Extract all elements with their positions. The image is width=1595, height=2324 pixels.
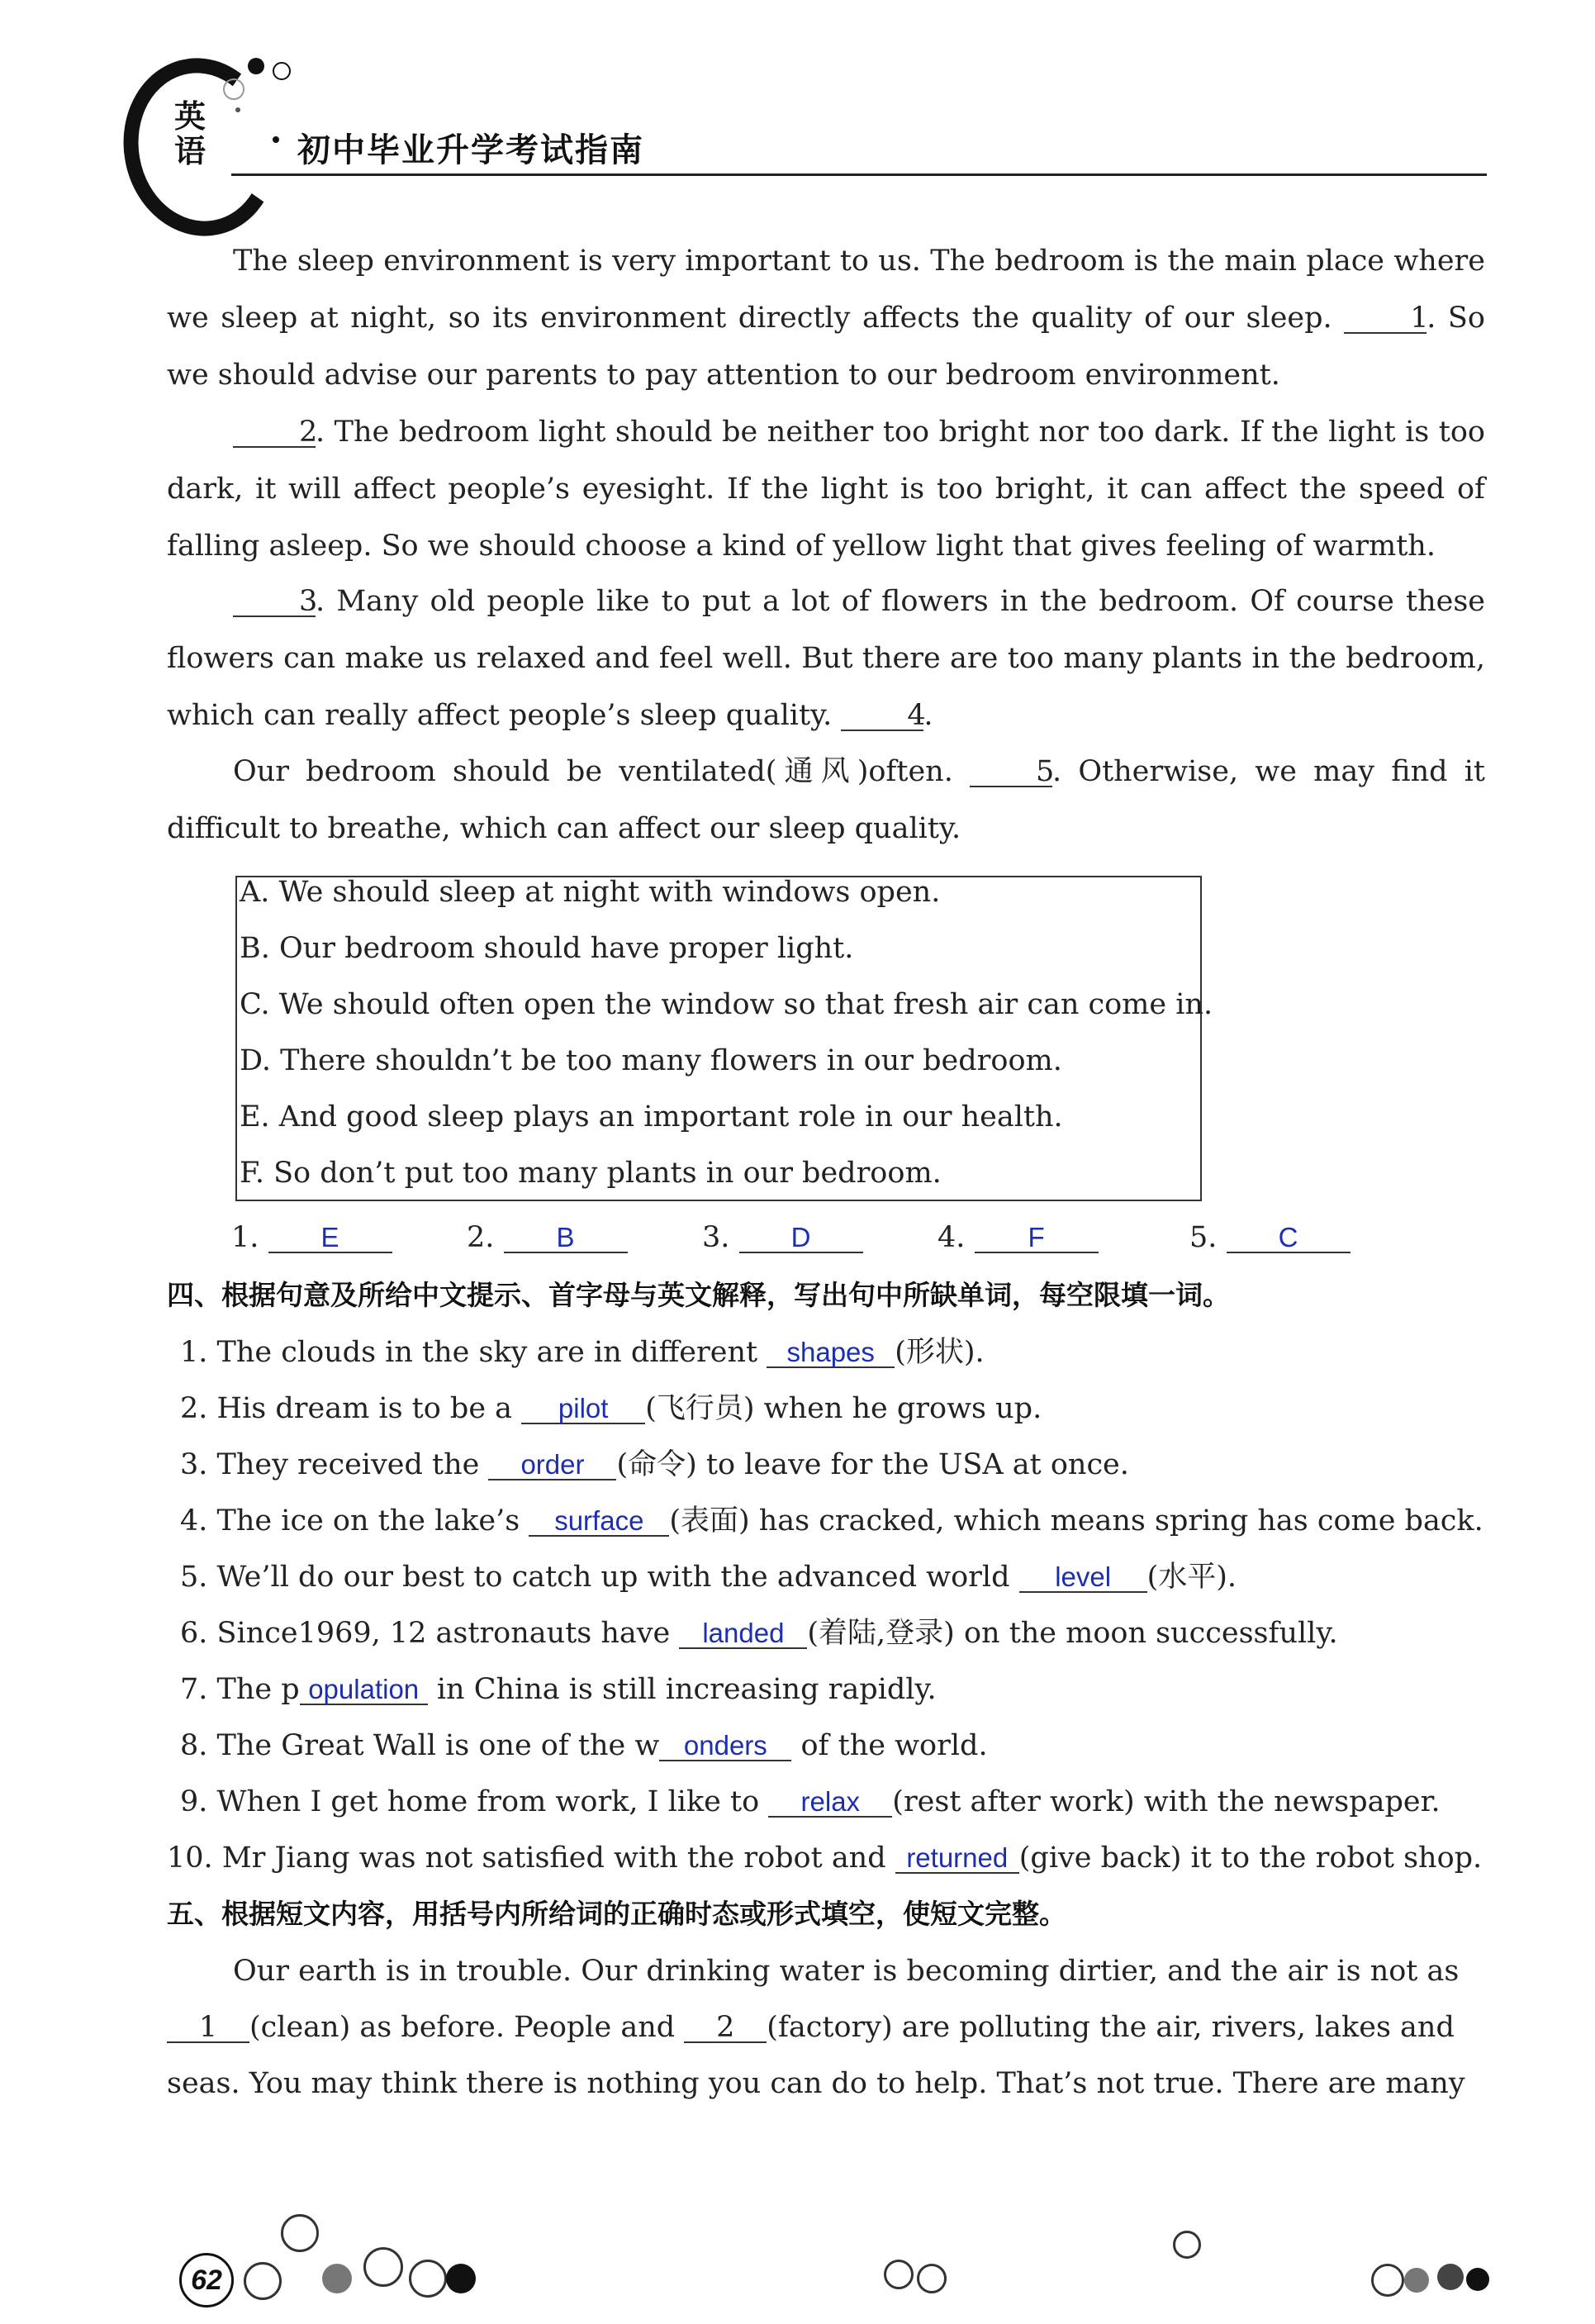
answer-value: surface xyxy=(529,1507,669,1537)
blank-1: 1 xyxy=(167,2013,249,2043)
passage-paragraph-1: The sleep environment is very important to us. The bedroom is the main place where we sleep at night, so its environment directly affects the quality of our sleep. 1. So we should advise our parents to pay attention to our bedroom environment. xyxy=(167,245,1485,392)
bubble-decoration xyxy=(1173,2231,1201,2259)
question-item: 9. When I get home from work, I like to relax (rest after work) with the newspaper. xyxy=(180,1785,1441,1818)
answer-item: 4. F xyxy=(938,1221,1099,1254)
header-rule xyxy=(231,173,1487,176)
bubble-decoration xyxy=(281,2214,319,2252)
bubble-decoration xyxy=(917,2264,947,2293)
answer-value: landed xyxy=(679,1619,807,1649)
answer-value: D xyxy=(739,1224,863,1253)
bubble-decoration xyxy=(322,2264,352,2293)
option-f: F. So don’t put too many plants in our bedroom. xyxy=(240,1157,942,1190)
bubble-decoration xyxy=(223,78,244,100)
bubble-decoration xyxy=(248,58,264,74)
option-c: C. We should often open the window so that fresh air can come in. xyxy=(240,988,1213,1021)
answer-item: 5. C xyxy=(1189,1221,1351,1254)
blank-4: 4 xyxy=(841,701,923,731)
bubble-decoration xyxy=(244,2262,282,2300)
book-title: 初中毕业升学考试指南 xyxy=(297,131,644,169)
answer-value: shapes xyxy=(767,1338,895,1368)
passage-paragraph-2: 2. The bedroom light should be neither too bright nor too dark. If the light is too dark, it will affect people’s eyesight. If the light is too bright, it can affect the speed of falling asleep. So we should choose a kind of yellow light that gives feeling of warmth. xyxy=(167,416,1485,563)
bubble-decoration xyxy=(363,2247,403,2287)
answer-value: F xyxy=(975,1224,1099,1253)
answer-value: order xyxy=(488,1451,616,1480)
bubble-decoration xyxy=(273,62,291,80)
bubble-decoration xyxy=(1404,2268,1429,2293)
answer-value: returned xyxy=(895,1844,1019,1874)
page-number: 62 xyxy=(179,2253,234,2307)
option-a: A. We should sleep at night with windows open. xyxy=(240,876,941,909)
subject-label: 英语 xyxy=(173,97,206,169)
question-item: 8. The Great Wall is one of the w onders of the world. xyxy=(180,1729,988,1762)
answer-item: 2. B xyxy=(467,1221,628,1254)
question-item: 10. Mr Jiang was not satisfied with the robot and returned (give back) it to the robot shop. xyxy=(167,1842,1483,1875)
header-dot xyxy=(273,136,279,143)
passage-paragraph-4: Our bedroom should be ventilated(通风)often. 5. Otherwise, we may find it difficult to breathe, which can affect our sleep quality. xyxy=(167,755,1485,845)
option-b: B. Our bedroom should have proper light. xyxy=(240,932,854,965)
answer-item: 1. E xyxy=(231,1221,392,1254)
answer-value: C xyxy=(1227,1224,1351,1253)
option-e: E. And good sleep plays an important role in our health. xyxy=(240,1100,1063,1133)
passage-paragraph-3: 3. Many old people like to put a lot of flowers in the bedroom. Of course these flowers can make us relaxed and feel well. But there are too many plants in the bedroom, which can really affect people’s sleep quality. 4. xyxy=(167,585,1485,732)
question-item: 1. The clouds in the sky are in different shapes (形状). xyxy=(180,1336,985,1369)
blank-3: 3 xyxy=(233,587,316,617)
bubble-decoration xyxy=(884,2260,914,2289)
blank-2: 2 xyxy=(684,2013,767,2043)
question-item: 6. Since1969, 12 astronauts have landed (着陆,登录) on the moon successfully. xyxy=(180,1617,1338,1650)
bubble-decoration xyxy=(1371,2264,1404,2297)
answer-value: relax xyxy=(768,1788,892,1818)
bubble-decoration xyxy=(1466,2268,1489,2291)
answer-value: level xyxy=(1019,1563,1147,1593)
blank-2: 2 xyxy=(233,418,316,448)
bubble-decoration xyxy=(446,2264,476,2293)
answer-value: E xyxy=(268,1224,392,1253)
answer-item: 3. D xyxy=(702,1221,863,1254)
section-4-heading: 四、根据句意及所给中文提示、首字母与英文解释，写出句中所缺单词，每空限填一词。 xyxy=(167,1279,1230,1311)
question-item: 7. The p opulation in China is still increasing rapidly. xyxy=(180,1673,937,1706)
question-item: 5. We’ll do our best to catch up with the advanced world level (水平). xyxy=(180,1561,1237,1594)
section-5-line-2: 1 (clean) as before. People and 2 (factory) are polluting the air, rivers, lakes and xyxy=(167,2011,1455,2044)
question-item: 2. His dream is to be a pilot (飞行员) when he grows up. xyxy=(180,1392,1042,1425)
bubble-decoration xyxy=(409,2260,447,2298)
option-d: D. There shouldn’t be too many flowers in our bedroom. xyxy=(240,1044,1062,1077)
answer-value: pilot xyxy=(521,1395,645,1424)
bubble-decoration xyxy=(1437,2264,1464,2290)
answer-value: opulation xyxy=(300,1675,428,1705)
bubble-decoration xyxy=(235,107,240,112)
question-item: 3. They received the order (命令) to leave for the USA at once. xyxy=(180,1448,1129,1481)
section-5-heading: 五、根据短文内容，用括号内所给词的正确时态或形式填空，使短文完整。 xyxy=(167,1898,1066,1930)
blank-1: 1 xyxy=(1344,304,1426,334)
answer-value: onders xyxy=(659,1732,791,1761)
blank-5: 5 xyxy=(970,758,1052,787)
options-box xyxy=(235,876,1202,1201)
section-5-line-1: Our earth is in trouble. Our drinking water is becoming dirtier, and the air is not as xyxy=(233,1955,1460,1988)
answer-value: B xyxy=(504,1224,628,1253)
question-item: 4. The ice on the lake’s surface (表面) has cracked, which means spring has come back. xyxy=(180,1504,1483,1537)
section-5-line-3: seas. You may think there is nothing you can do to help. That’s not true. There are many xyxy=(167,2067,1465,2100)
